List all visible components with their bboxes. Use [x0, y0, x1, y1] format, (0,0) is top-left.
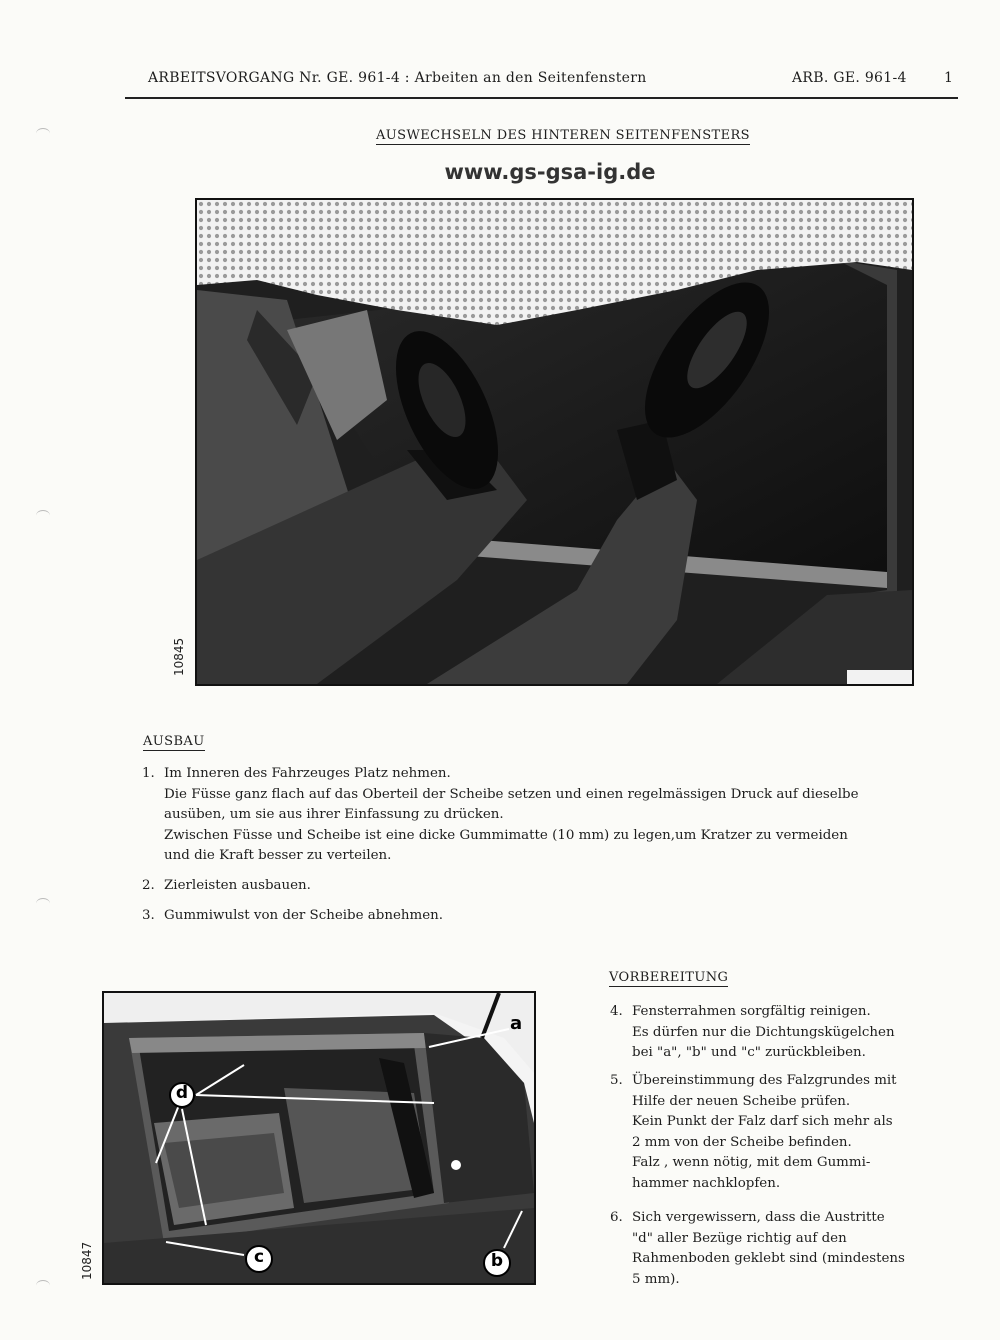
item-line: Im Inneren des Fahrzeuges Platz nehmen. — [164, 766, 451, 781]
binder-hole-mark — [36, 510, 50, 521]
photo-window-frame — [102, 991, 536, 1285]
list-number: 2. — [142, 878, 155, 893]
list-number: 3. — [142, 908, 155, 923]
item-line: Falz , wenn nötig, mit dem Gummi- — [632, 1155, 871, 1170]
list-item — [610, 1002, 940, 1064]
item-line: Sich vergewissern, dass die Austritte — [632, 1210, 885, 1225]
list-item — [142, 876, 942, 897]
item-line: Zierleisten ausbauen. — [164, 878, 311, 893]
list-number: 4. — [610, 1004, 623, 1019]
ausbau-heading: AUSBAU — [143, 734, 205, 749]
item-line: 2 mm von der Scheibe befinden. — [632, 1134, 852, 1150]
list-item — [610, 1208, 940, 1290]
page-number: 1 — [944, 70, 954, 86]
item-line: Fensterrahmen sorgfältig reinigen. — [632, 1004, 871, 1019]
page-title: AUSWECHSELN DES HINTEREN SEITENFENSTERS — [376, 128, 750, 143]
header-rule — [125, 97, 958, 99]
header-procedure: ARBEITSVORGANG Nr. GE. 961-4 : Arbeiten an den Seitenfenstern — [148, 70, 647, 86]
item-line: hammer nachklopfen. — [632, 1175, 781, 1191]
item-text — [164, 764, 942, 867]
label-a: a — [510, 1013, 523, 1034]
item-line: Kein Punkt der Falz darf sich mehr als — [632, 1114, 893, 1129]
item-line: Rahmenboden geklebt sind (mindestens — [632, 1251, 905, 1266]
item-line: Es dürfen nur die Dichtungskügelchen — [632, 1024, 895, 1040]
item-text — [632, 1002, 940, 1064]
item-line: Zwischen Füsse und Scheibe ist eine dicke Gummimatte (10 mm) zu legen,um Kratzer zu vermeiden — [164, 827, 848, 843]
binder-hole-mark — [36, 128, 50, 139]
list-item — [142, 764, 942, 867]
item-line: "d" aller Bezüge richtig auf den — [632, 1230, 847, 1246]
item-text — [632, 1208, 940, 1290]
item-line: bei "a", "b" und "c" zurückbleiben. — [632, 1045, 866, 1060]
figure1-number: 10845 — [172, 637, 186, 676]
list-item — [610, 1071, 940, 1194]
item-line: 5 mm). — [632, 1271, 680, 1287]
vorbereitung-heading: VORBEREITUNG — [609, 970, 729, 985]
watermark-url: www.gs-gsa-ig.de — [444, 160, 656, 184]
item-line: Hilfe der neuen Scheibe prüfen. — [632, 1093, 851, 1109]
label-c: c — [253, 1247, 265, 1267]
list-item — [142, 906, 942, 927]
photo-window-removal — [195, 198, 914, 686]
header-reference: ARB. GE. 961-4 — [792, 70, 907, 86]
item-text — [632, 1071, 940, 1194]
list-number: 6. — [610, 1210, 623, 1225]
item-line: Übereinstimmung des Falzgrundes mit — [632, 1073, 897, 1088]
figure2-number: 10847 — [80, 1241, 94, 1280]
list-number: 5. — [610, 1073, 623, 1088]
item-line: Gummiwulst von der Scheibe abnehmen. — [164, 908, 444, 923]
item-line: und die Kraft besser zu verteilen. — [164, 848, 392, 863]
binder-hole-mark — [36, 1280, 50, 1291]
item-line: Die Füsse ganz flach auf das Oberteil der Scheibe setzen und einen regelmässigen Druck auf dieselbe — [164, 786, 859, 802]
item-line: ausüben, um sie aus ihrer Einfassung zu drücken. — [164, 807, 504, 822]
label-b: b — [490, 1251, 504, 1271]
label-d: d — [175, 1083, 189, 1103]
list-number: 1. — [142, 766, 155, 781]
binder-hole-mark — [36, 898, 50, 909]
